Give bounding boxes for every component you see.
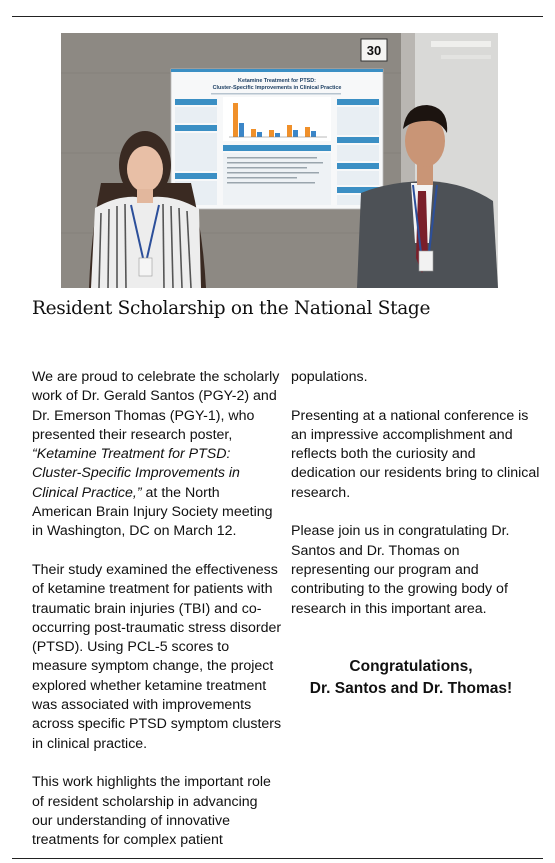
- congrats-line-1: Congratulations,: [349, 658, 473, 675]
- conference-photo: [61, 33, 498, 288]
- paragraph-3: This work highlights the important role of resident scholarship in advancing our understanding of innovative treatments for complex patient: [32, 774, 271, 849]
- paragraph-1-intro: We are proud to celebrate the scholarly work of Dr. Gerald Santos (PGY-2) and Dr. Emerson Thomas (PGY-1), who presented their research poster,: [32, 369, 280, 443]
- poster-number: 30: [366, 43, 382, 58]
- research-poster: [171, 69, 383, 209]
- paragraph-4: Presenting at a national conference is an impressive accomplishment and reflects both the curiosity and dedication our residents bring to clinical research.: [291, 407, 540, 501]
- top-rule: [12, 16, 543, 17]
- paragraph-2: Their study examined the effectiveness of ketamine treatment for patients with traumatic brain injuries (TBI) and co-occurring post-traumatic stress disorder (PTSD). Using PCL-5 scores to measure symptom change, the project explored whether ketamine treatment was associated with improvements across specific PTSD symptom clusters in clinical practice.: [32, 561, 282, 752]
- bottom-rule: [12, 858, 543, 859]
- paragraph-5: Please join us in congratulating Dr. Santos and Dr. Thomas on representing our program and contributing to the growing body of research in this important area.: [291, 523, 510, 617]
- poster-title-line2: Cluster-Specific Improvements in Clinical Practice: [212, 85, 342, 91]
- congrats-line-2: Dr. Santos and Dr. Thomas!: [309, 680, 513, 697]
- paragraph-3-continued-spacer: populations.: [291, 369, 368, 385]
- article-column-right: [291, 368, 541, 619]
- paragraph-1-end: at the North American Brain Injury Society meeting in Washington, DC on March 12.: [32, 484, 273, 540]
- poster-title-line1: Ketamine Treatment for PTSD:: [238, 78, 316, 84]
- article-headline: Resident Scholarship on the National Stage: [32, 298, 431, 319]
- congratulations-block: [291, 656, 531, 700]
- article-column-left: [32, 368, 282, 850]
- paragraph-1: [32, 368, 282, 542]
- poster-title: “Ketamine Treatment for PTSD: Cluster-Specific Improvements in Clinical Practice,”: [32, 446, 240, 501]
